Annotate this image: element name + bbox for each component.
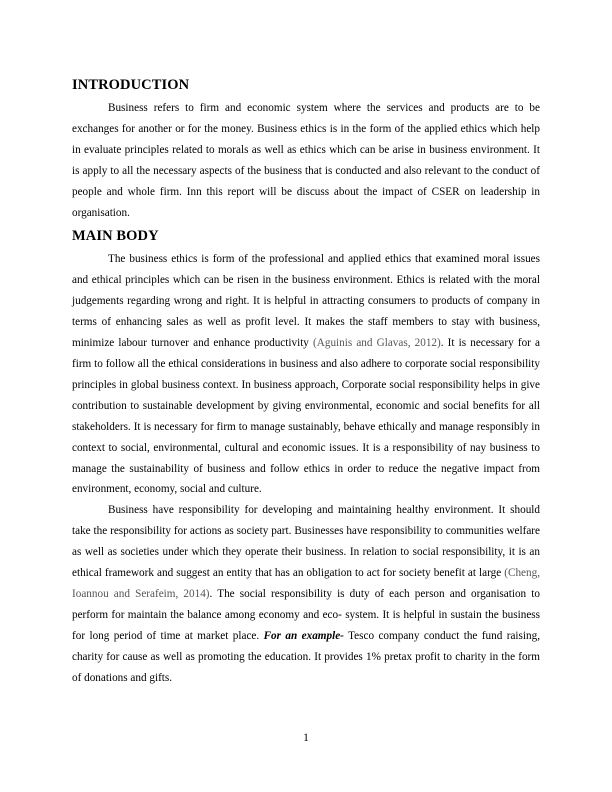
heading-main-body: MAIN BODY	[72, 228, 159, 245]
paragraph-text: . It is necessary for a firm to follow all the ethical considerations in business and also adhere to corporate social responsibility principles in global business context. In business approach, Corporate social responsibility helps in give contribution to sustainable development by giving environmental, economic and social benefits for all stakeholders. It is necessary for firm to manage sustainably, behave ethically and manage responsibly in context to social, environmental, cultural and economic issues. It is a responsibility of nay business to manage the sustainability of business and follow ethics in order to reduce the negative impact from environment, economy, social and culture.	[72, 337, 541, 496]
paragraph-text: Tesco company conduct the fund raising, charity for cause as well as promoting the education. It provides 1% pretax profit to charity in the form of donations and gifts.	[72, 629, 540, 684]
citation-cheng-ioannou-serafeim: (Cheng, Ioannou and Serafeim, 2014)	[72, 567, 540, 600]
introduction-paragraph: Business refers to firm and economic system where the services and products are to be exchanges for another or for the money. Business ethics is in the form of the applied ethics which help in evaluate principles related to morals as well as ethics which can be arise in business environment. It is apply to all the necessary aspects of the business that is conducted and also relevant to the conduct of people and whole firm. Inn this report will be discuss about the impact of CSER on leadership in organisation.	[72, 102, 540, 219]
main-body-paragraph-1	[72, 249, 540, 500]
paragraph-text: . The social responsibility is duty of each person and organisation to perform for maintain the balance among economy and eco- system. It is helpful in sustain the business for long period of time at market place.	[72, 587, 540, 642]
paragraph-text: Business have responsibility for developing and maintaining healthy environment. It should take the responsibility for actions as society part. Businesses have responsibility to communities welfare as well as societies under which they operate their business. In relation to social responsibility, it is an ethical framework and suggest an entity that has an obligation to act for society benefit at large	[72, 504, 540, 580]
main-body-paragraph-2	[72, 500, 540, 688]
document-body	[72, 76, 540, 688]
example-label: For an example-	[263, 629, 344, 642]
page-number: 1	[303, 732, 309, 744]
paragraph-text: The business ethics is form of the professional and applied ethics that examined moral issues and ethical principles which can be risen in the business environment. Ethics is related with the moral judgements regarding wrong and right. It is helpful in attracting consumers to products of company in terms of enhancing sales as well as profit level. It makes the staff members to stay with business, minimize labour turnover and enhance productivity	[72, 253, 540, 350]
heading-introduction: INTRODUCTION	[72, 77, 190, 93]
citation-aguinis-glavas: (Aguinis and Glavas, 2012)	[313, 337, 441, 350]
